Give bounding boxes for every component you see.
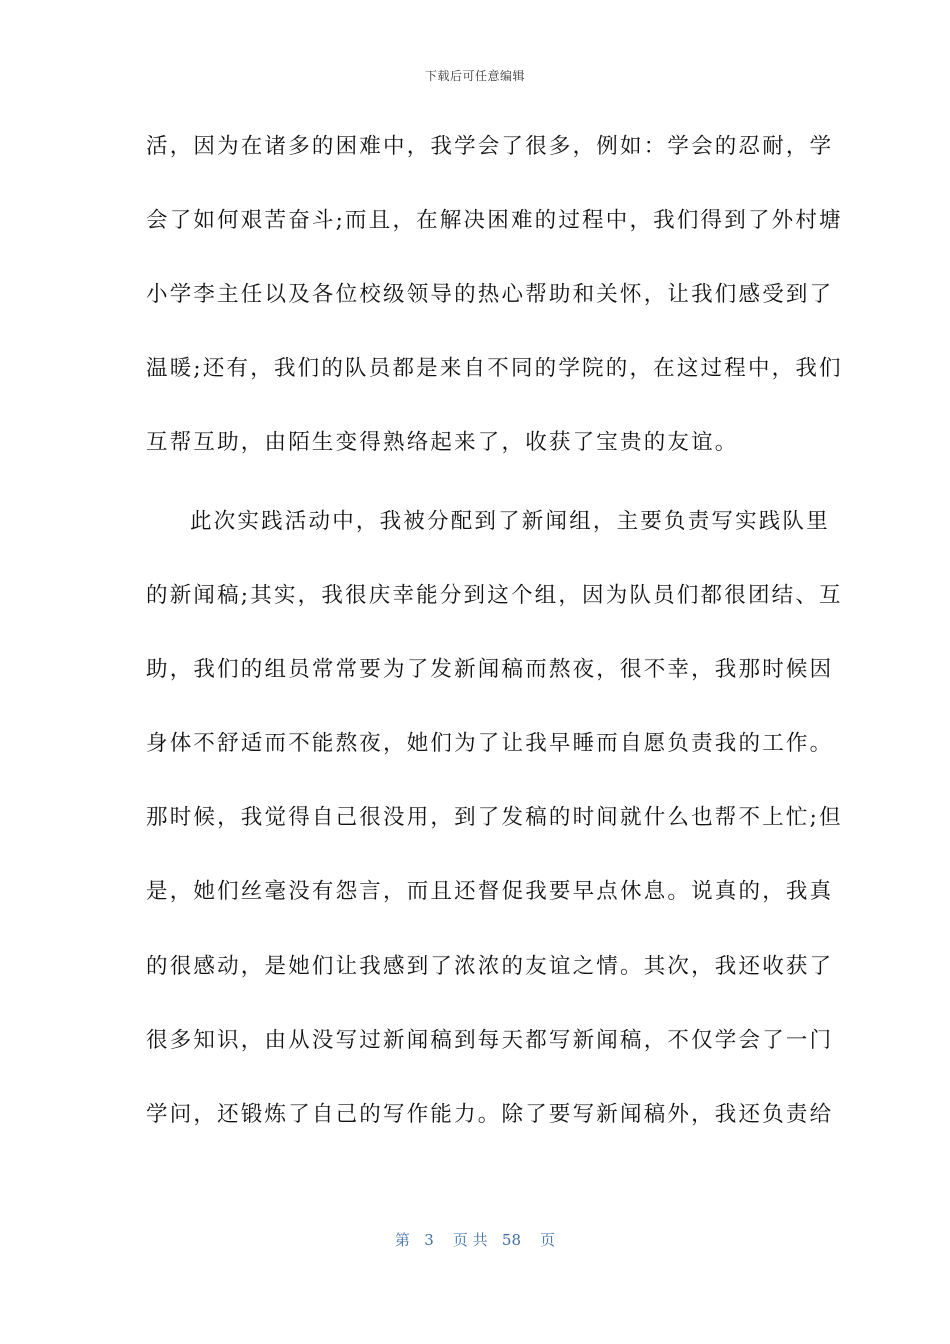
text-line: 的新闻稿;其实，我很庆幸能分到这个组，因为队员们都很团结、互: [146, 583, 843, 608]
text-line: 的很感动，是她们让我感到了浓浓的友谊之情。其次，我还收获了: [146, 954, 834, 979]
footer-suffix: 页: [540, 1231, 556, 1249]
text-line: 助，我们的组员常常要为了发新闻稿而熬夜，很不幸，我那时候因: [146, 657, 834, 682]
text-line: 会了如何艰苦奋斗;而且，在解决困难的过程中，我们得到了外村塘: [146, 208, 843, 233]
text-line: 很多知识，由从没写过新闻稿到每天都写新闻稿，不仅学会了一门: [146, 1028, 834, 1053]
text-line: 那时候，我觉得自己很没用，到了发稿的时间就什么也帮不上忙;但: [146, 805, 843, 830]
text-line: 活，因为在诸多的困难中，我学会了很多，例如：学会的忍耐，学: [146, 134, 834, 159]
text-line-paragraph-start: 此次实践活动中，我被分配到了新闻组，主要负责写实践队里: [190, 509, 830, 534]
text-line: 身体不舒适而不能熬夜，她们为了让我早睡而自愿负责我的工作。: [146, 731, 834, 756]
text-line: 温暖;还有，我们的队员都是来自不同的学院的，在这过程中，我们: [146, 356, 843, 381]
footer-prefix: 第: [394, 1231, 410, 1249]
text-line: 互帮互助，由陌生变得熟络起来了，收获了宝贵的友谊。: [146, 430, 739, 455]
total-pages-number: 58: [501, 1231, 522, 1249]
page-footer: [0, 1229, 950, 1250]
text-line: 是，她们丝毫没有怨言，而且还督促我要早点休息。说真的，我真: [146, 879, 834, 904]
footer-middle: 页 共: [452, 1231, 488, 1249]
text-line: 小学李主任以及各位校级领导的热心帮助和关怀，让我们感受到了: [146, 282, 834, 307]
page-header: 下载后可任意编辑: [424, 69, 525, 83]
text-line: 学问，还锻炼了自己的写作能力。除了要写新闻稿外，我还负责给: [146, 1102, 834, 1127]
current-page-number: 3: [424, 1231, 434, 1249]
